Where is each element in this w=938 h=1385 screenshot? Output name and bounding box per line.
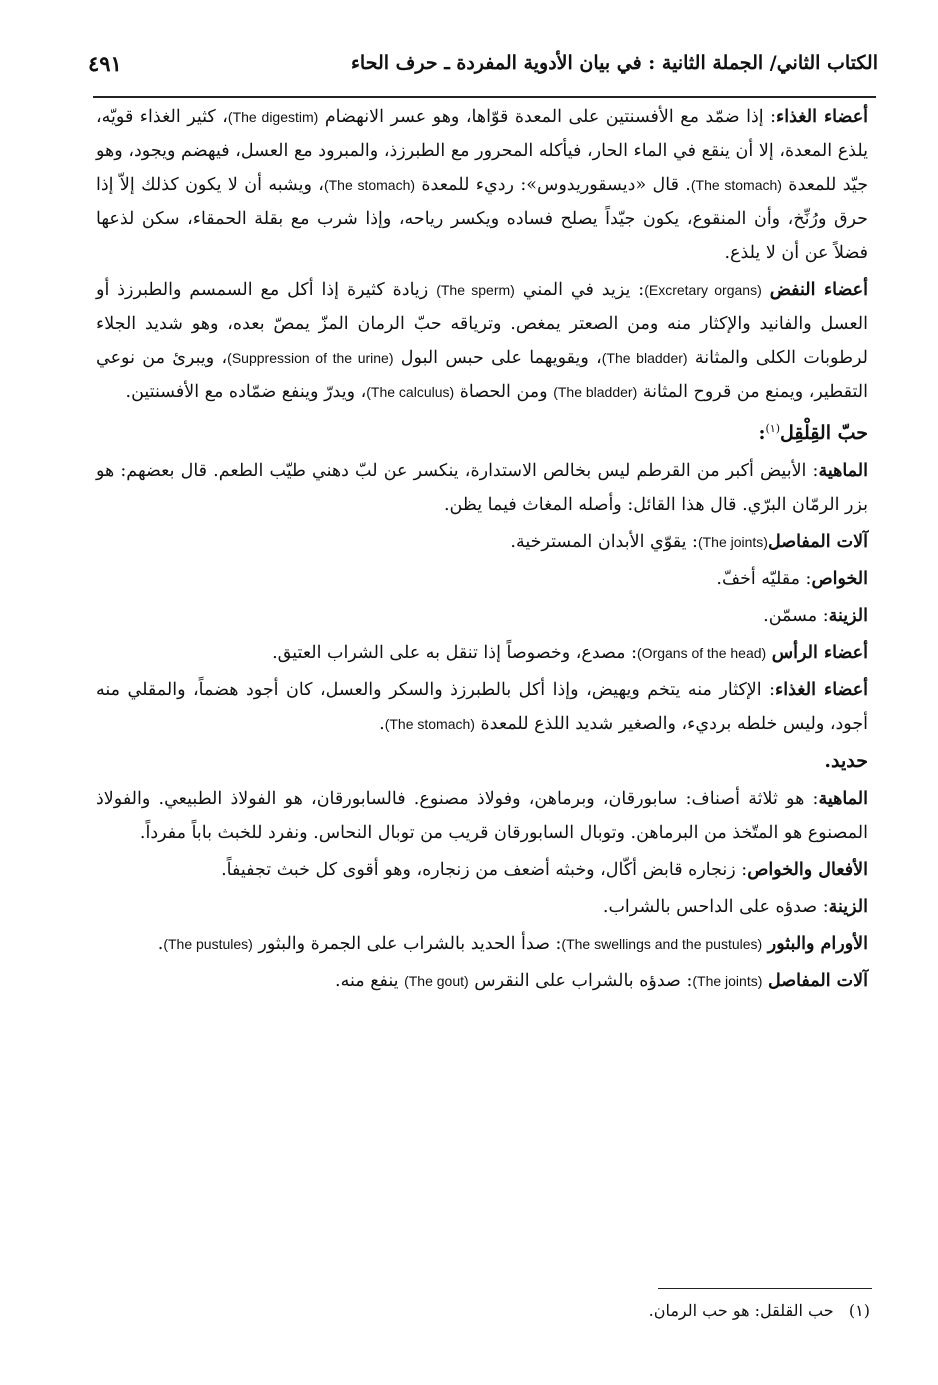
english-term: (The swellings and the pustules) bbox=[561, 935, 763, 952]
section-term: أعضاء الغذاء bbox=[775, 679, 868, 700]
text-run: . قال «ديسقوريدوس»: رديء للمعدة bbox=[415, 175, 691, 195]
english-term: (The stomach) bbox=[384, 715, 475, 732]
text-run: : صدؤه على الداحس بالشراب. bbox=[602, 896, 829, 917]
english-term: (The gout) bbox=[404, 972, 469, 989]
text-run bbox=[762, 280, 770, 300]
paragraph bbox=[96, 525, 868, 559]
english-term: (The calculus) bbox=[366, 384, 455, 400]
paragraph bbox=[96, 890, 868, 924]
text-run: : يزيد في المني bbox=[514, 280, 645, 300]
text-run: . bbox=[379, 713, 385, 734]
section-term: أعضاء الغذاء bbox=[776, 107, 868, 127]
paragraph bbox=[96, 673, 868, 741]
paragraph bbox=[96, 964, 868, 998]
text-run: ، ويبرئ من نوعي التقطير، ويمنع من قروح المثانة bbox=[96, 348, 868, 402]
entry-heading: حديد. bbox=[824, 749, 868, 772]
english-term: (The bladder) bbox=[601, 350, 688, 366]
english-term: (The joints) bbox=[697, 533, 768, 550]
paragraph bbox=[96, 412, 868, 451]
section-term: آلات المفاصل bbox=[767, 970, 868, 991]
english-term: (Excretary organs) bbox=[644, 282, 762, 298]
header-rule bbox=[93, 96, 876, 98]
section-term: الماهية bbox=[818, 460, 868, 481]
section-term: الأورام والبثور bbox=[767, 933, 868, 954]
text-run: ، ويشبه أن لا يكون كذلك إلاّ إذا حرق ورُنِّخ، وأن المنقوع، يكون جيّداً يصلح فساده ويكسر رياحه، وإذا شرب مع بقلة الحمقاء، سكن لذعها فضلاً عن أن لا يلذع. bbox=[96, 175, 868, 263]
paragraph bbox=[96, 636, 868, 670]
paragraph bbox=[96, 853, 868, 887]
entry-heading: حبّ القِلْقِل bbox=[780, 421, 868, 444]
footnote-marker: (١) bbox=[848, 1301, 870, 1320]
body-text bbox=[96, 100, 868, 1001]
text-run: : صدؤه بالشراب على النقرس bbox=[468, 970, 693, 991]
text-run: ، ويقويهما على حبس البول bbox=[393, 348, 602, 368]
english-term: (The joints) bbox=[692, 972, 763, 989]
section-term: أعضاء الرأس bbox=[771, 642, 868, 663]
section-term: أعضاء النفض bbox=[769, 280, 868, 300]
section-term: الزينة bbox=[828, 605, 868, 626]
text-run: : الإكثار منه يتخم ويهيض، وإذا أكل بالطبرزذ والسكر والعسل، كان أجود هضماً، والمقلي منه أجود، وليس خلطه برديء، والصغير شديد اللذع للمعدة bbox=[96, 679, 868, 734]
page-header bbox=[88, 38, 878, 88]
text-run: : هو ثلاثة أصناف: سابورقان، وبرماهن، وفولاذ مصنوع. فالسابورقان، هو الفولاذ الطبيعي. والفولاذ المصنوع هو المتّخذ من البرماهن. وتوبال السابورقان قريب من توبال النحاس. ونفرد للخبث باباً مفرداً. bbox=[96, 788, 868, 843]
section-term: الأفعال والخواص bbox=[747, 859, 868, 880]
footnote-reference: (١) bbox=[765, 422, 780, 435]
text-run: ومن الحصاة bbox=[454, 382, 554, 402]
text-run: . bbox=[157, 933, 164, 954]
text-run: : مصدع، وخصوصاً إذا تنقل به على الشراب العتيق. bbox=[272, 642, 638, 663]
english-term: (The pustules) bbox=[163, 935, 253, 952]
footnote-text: حب القلقل: هو حب الرمان. bbox=[648, 1301, 834, 1320]
text-run: ، ويدرّ وينفع ضمّاده مع الأفسنتين. bbox=[125, 382, 367, 402]
text-run: : مسمّن. bbox=[763, 605, 829, 626]
text-run: ، كثير الغذاء قويّه، يلذع المعدة، إلا أن ينقع في الماء الحار، فيأكله المحرور مع الطبرزذ، والمبرود مع العسل، فيهضم ويجود، وهو جيّد للمعدة bbox=[96, 107, 869, 195]
text-run: ينفع منه. bbox=[335, 970, 405, 991]
section-term: الماهية bbox=[818, 788, 868, 809]
footnote bbox=[370, 1296, 870, 1326]
english-term: (The digestim) bbox=[227, 109, 319, 125]
text-run: : زنجاره قابض أكّال، وخبثه أضعف من زنجاره، وهو أقوى كل خبث تجفيفاً. bbox=[221, 859, 748, 880]
page-number: ٤٩١ bbox=[88, 50, 122, 76]
running-title: الكتاب الثاني/ الجملة الثانية : في بيان الأدوية المفردة ـ حرف الحاء bbox=[350, 52, 878, 74]
text-run: : صدأ الحديد بالشراب على الجمرة والبثور bbox=[252, 933, 562, 954]
paragraph bbox=[96, 927, 868, 961]
english-term: (The stomach) bbox=[690, 177, 782, 193]
paragraph bbox=[96, 782, 868, 850]
paragraph bbox=[96, 744, 868, 779]
paragraph bbox=[96, 454, 868, 522]
section-term: آلات المفاصل bbox=[767, 531, 868, 552]
text-run: : مقليّه أخفّ. bbox=[716, 568, 812, 589]
text-run: : يقوّي الأبدان المسترخية. bbox=[510, 531, 698, 552]
text-run: : إذا ضمّد مع الأفسنتين على المعدة قوّاها، وهو عسر الانهضام bbox=[318, 107, 777, 127]
paragraph bbox=[96, 599, 868, 633]
footnote-rule bbox=[658, 1288, 872, 1289]
text-run: زيادة كثيرة إذا أكل مع السمسم والطبرزذ أو العسل والفانيد والإكثار منه ومن الصعتر يمغص. وترياقه حبّ الرمان المزّ يمصّ بعده، وهو شديد الجلاء لرطوبات الكلى والمثانة bbox=[96, 280, 868, 368]
paragraph bbox=[96, 273, 868, 409]
section-term: الخواص bbox=[811, 568, 868, 589]
english-term: (Organs of the head) bbox=[637, 644, 767, 661]
section-term: الزينة bbox=[828, 896, 868, 917]
paragraph bbox=[96, 562, 868, 596]
english-term: (The stomach) bbox=[323, 177, 416, 193]
entry-heading: : bbox=[758, 421, 766, 444]
paragraph bbox=[96, 100, 868, 270]
english-term: (The sperm) bbox=[436, 282, 515, 298]
english-term: (Suppression of the urine) bbox=[227, 350, 394, 366]
text-run: : الأبيض أكبر من القرطم ليس بخالص الاستدارة، ينكسر عن لبّ دهني طيّب الطعم. قال بعضهم: هو بزر الرمّان البرّي. قال هذا القائل: وأصله المغاث فيما يظن. bbox=[96, 460, 868, 515]
english-term: (The bladder) bbox=[553, 384, 638, 400]
